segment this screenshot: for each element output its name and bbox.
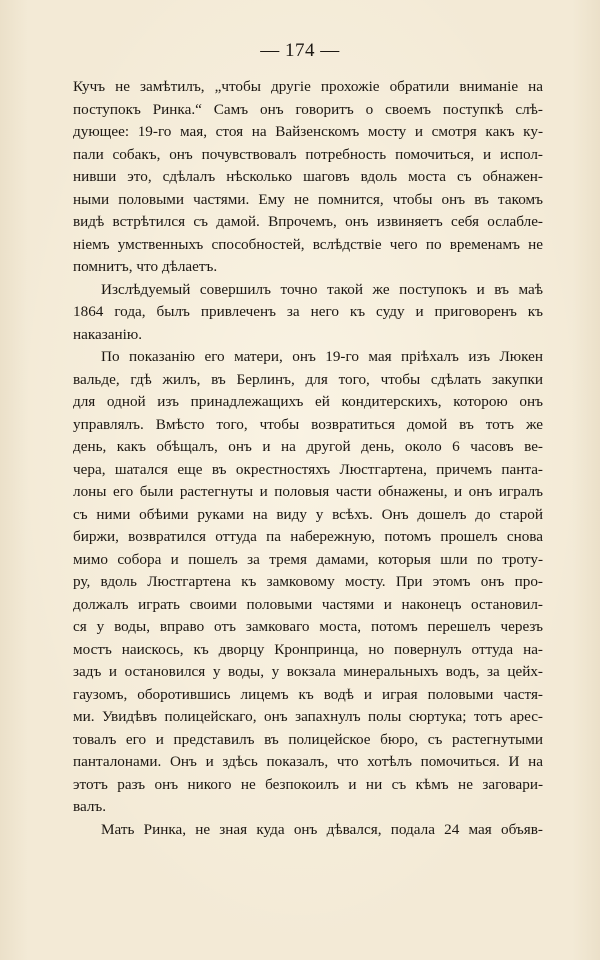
text-line: товалъ его и представилъ въ полицейское бюро, съ растегнутыми [73, 730, 543, 748]
paragraph [73, 346, 543, 819]
text-line: задъ и остановился у воды, у вокзала минеральныхъ водъ, за цейх- [73, 663, 543, 680]
text-line: мостъ наискось, къ дворцу Кронпринца, но повернулъ оттуда на- [73, 640, 543, 658]
text-line: помнитъ, что дѣлаетъ. [73, 258, 218, 275]
text-line: ными половыми частями. Ему не помнится, чтобы онъ въ такомъ [73, 190, 543, 208]
text-line: Кучъ не замѣтилъ, „чтобы другіе прохожіе обратили вниманіе на [73, 78, 543, 95]
text-line: биржи, возвратился оттуда па набережную, потомъ прошелъ снова [73, 528, 543, 545]
page-number: — 174 — [260, 40, 340, 61]
text-line: Изслѣдуемый совершилъ точно такой же поступокъ и въ маѣ [101, 280, 543, 298]
text-line: видѣ встрѣтился съ дамой. Впрочемъ, онъ извиняетъ себя ослабле- [73, 213, 543, 230]
text-line: нивши это, сдѣлалъ нѣсколько шаговъ вдоль моста съ обнажен- [73, 168, 543, 185]
paragraph [73, 819, 543, 842]
text-line: валъ. [73, 798, 107, 815]
text-line: ся у воды, вправо отъ замковаго моста, потомъ перешелъ черезъ [73, 618, 543, 635]
text-line: лоны его были растегнуты и половыя части обнажены, и онъ игралъ [73, 483, 543, 500]
text-line: для одной изъ принадлежащихъ ей кондитерскихъ, которою онъ [73, 393, 543, 410]
paragraph [73, 279, 543, 347]
text-line: дующее: 19-го мая, стоя на Вайзенскомъ мосту и смотря какъ ку- [73, 123, 543, 140]
text-line: панталонами. Онъ и здѣсь показалъ, что хотѣлъ помочиться. И на [73, 753, 543, 770]
text-line: день, какъ обѣщалъ, онъ и на другой день, около 6 часовъ ве- [73, 438, 543, 455]
text-line: Мать Ринка, не зная куда онъ дѣвался, подала 24 мая объяв- [101, 820, 543, 838]
text-line: 1864 года, былъ привлеченъ за него къ суду и приговоренъ къ [73, 303, 543, 320]
text-line: этотъ разъ онъ никого не безпокоилъ и ни съ кѣмъ не заговари- [73, 775, 543, 793]
paragraph [73, 76, 543, 279]
text-line: гаузомъ, оборотившись лицемъ къ водѣ и играя половыми частя- [73, 685, 543, 703]
text-line: съ ними обѣими руками на виду у всѣхъ. Онъ дошелъ до старой [73, 505, 543, 523]
text-line: мимо собора и пошелъ за тремя дамами, которыя шли по троту- [73, 550, 543, 568]
text-line: чера, шатался еще въ окрестностяхъ Люстгартена, причемъ панта- [73, 460, 543, 478]
text-line: должалъ играть своими половыми частями и наконецъ остановил- [73, 595, 543, 613]
text-line: управлялъ. Вмѣсто того, чтобы возвратиться домой въ тотъ же [73, 415, 543, 433]
text-line: ніемъ умственныхъ способностей, вслѣдствіе чего по временамъ не [73, 235, 543, 253]
body-text [73, 76, 543, 841]
text-line: ми. Увидѣвъ полицейскаго, онъ запахнулъ полы сюртука; тотъ арес- [73, 708, 543, 725]
text-line: наказанію. [73, 325, 142, 343]
text-line: ру, вдоль Люстгартена къ замковому мосту. При этомъ онъ про- [73, 573, 543, 590]
text-line: По показанію его матери, онъ 19-го мая пріѣхалъ изъ Люкен [101, 348, 543, 365]
text-line: пали собакъ, онъ почувствовалъ потребность помочиться, и испол- [73, 145, 543, 163]
text-line: поступокъ Ринка.“ Самъ онъ говоритъ о своемъ поступкѣ слѣ- [73, 100, 543, 118]
text-line: вальде, гдѣ жилъ, въ Берлинъ, для того, чтобы сдѣлать закупки [73, 370, 543, 388]
